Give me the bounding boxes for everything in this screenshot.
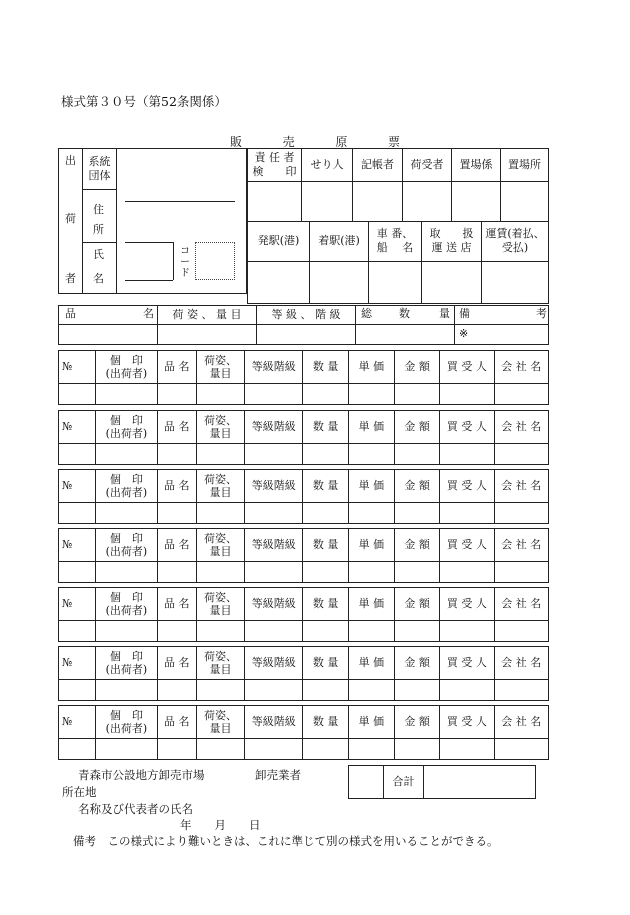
form-title-char: 販 [230,135,243,149]
detail-entry-cell[interactable] [348,680,394,701]
detail-header-cell: 品 名 [157,411,196,444]
detail-entry-cell[interactable] [348,739,394,760]
shipper-char: 者 [65,272,76,285]
detail-header-cell: 単 価 [348,351,394,384]
detail-header-cell: 品 名 [157,529,196,562]
detail-header-cell: № [59,470,96,503]
remarks-label: 備 [459,307,470,320]
detail-header-cell: 品 名 [157,470,196,503]
detail-header-cell: 単 価 [348,529,394,562]
detail-header-cell: 個 印 (出荷者) [96,706,157,739]
carrier-header: 取 扱 運 送 店 [429,227,474,254]
detail-entry-cell[interactable] [395,621,440,642]
detail-header-cell: 買 受 人 [440,411,494,444]
detail-entry-cell[interactable] [157,503,196,524]
detail-header-cell: 等級階級 [245,470,303,503]
detail-header-cell: 会 社 名 [494,529,548,562]
receiver-header: 荷受者 [410,158,444,172]
wholesaler-label: 卸売業者 [255,768,301,782]
shipper-section [58,148,247,294]
detail-header-cell: 等級階級 [245,351,303,384]
address-label-char: 所 [93,223,104,236]
detail-header-cell: 買 受 人 [440,529,494,562]
detail-entry-cell[interactable] [59,621,96,642]
code-label: コ ー ド [180,245,190,279]
detail-header-cell: 個 印 (出荷者) [96,588,157,621]
detail-entry-cell[interactable] [348,384,394,405]
responsible-stamp-header: 責 任 者 検 印 [252,151,297,178]
detail-entry-cell[interactable] [440,739,494,760]
detail-entry-cell[interactable] [245,739,303,760]
packing-label: 荷 姿 、 量 目 [172,308,242,322]
form-title-char: 票 [387,135,400,149]
detail-header-cell: 数 量 [303,647,348,680]
detail-table [58,469,549,524]
vehicle-ship-header: 車 番、 船 名 [376,227,414,254]
detail-header-cell: 等級階級 [245,706,303,739]
detail-header-cell: 荷姿、 量目 [196,351,244,384]
detail-entry-cell[interactable] [395,562,440,583]
detail-header-cell: 荷姿、 量目 [196,411,244,444]
form-title-char: 売 [282,135,295,149]
detail-entry-cell[interactable] [440,562,494,583]
detail-header-cell: 買 受 人 [440,351,494,384]
detail-header-cell: 品 名 [157,588,196,621]
detail-header-cell: 品 名 [157,351,196,384]
item-name-label: 品 [65,307,76,320]
detail-table [58,410,549,465]
detail-header-cell: 荷姿、 量目 [196,588,244,621]
detail-header-cell: 数 量 [303,706,348,739]
detail-entry-cell[interactable] [440,503,494,524]
detail-entry-cell[interactable] [157,444,196,465]
detail-header-cell: 品 名 [157,647,196,680]
detail-entry-cell[interactable] [96,739,157,760]
shipper-char: 荷 [65,212,76,225]
name-label-char: 名 [93,272,104,285]
detail-table [58,528,549,583]
detail-header-cell: 数 量 [303,411,348,444]
detail-entry-cell[interactable] [303,444,348,465]
recorder-header: 記帳者 [361,158,394,172]
detail-header-cell: 数 量 [303,470,348,503]
detail-header-cell: 金 額 [395,706,440,739]
detail-header-cell: 会 社 名 [494,588,548,621]
detail-entry-cell[interactable] [196,384,244,405]
detail-entry-cell[interactable] [303,739,348,760]
detail-entry-cell[interactable] [245,562,303,583]
detail-header-cell: 個 印 (出荷者) [96,529,157,562]
detail-entry-row [59,503,549,524]
address-field-label: 所在地 [62,785,97,799]
detail-header-cell: 個 印 (出荷者) [96,411,157,444]
detail-header-cell: 買 受 人 [440,706,494,739]
total-quantity-label: 総 [361,307,372,320]
detail-header-cell: 個 印 (出荷者) [96,647,157,680]
official-box [247,148,549,304]
detail-table [58,587,549,642]
detail-entry-cell[interactable] [96,562,157,583]
detail-header-cell: 会 社 名 [494,351,548,384]
detail-header-cell: 会 社 名 [494,706,548,739]
detail-entry-cell[interactable] [96,503,157,524]
detail-entry-cell[interactable] [303,384,348,405]
detail-table [58,705,549,760]
detail-entry-cell[interactable] [494,621,548,642]
item-name-label: 名 [143,307,154,320]
detail-table [58,350,549,405]
detail-header-cell: 買 受 人 [440,588,494,621]
detail-header-cell: 金 額 [395,470,440,503]
detail-entry-cell[interactable] [59,444,96,465]
detail-entry-row [59,384,549,405]
total-label: 合計 [392,775,415,789]
date-line: 年 月 日 [180,818,261,832]
detail-header-cell: № [59,411,96,444]
detail-header-row [59,470,549,503]
detail-entry-cell[interactable] [440,621,494,642]
detail-header-cell: № [59,647,96,680]
detail-header-row [59,529,549,562]
auctioneer-header: せり人 [310,158,344,172]
detail-header-row [59,706,549,739]
arrival-station-header: 着駅(港) [318,234,360,248]
detail-header-cell: 等級階級 [245,411,303,444]
detail-entry-cell[interactable] [59,562,96,583]
detail-entry-cell[interactable] [494,444,548,465]
detail-entry-cell[interactable] [440,680,494,701]
detail-entry-row [59,621,549,642]
detail-entry-cell[interactable] [196,503,244,524]
detail-entry-cell[interactable] [395,384,440,405]
detail-header-cell: 品 名 [157,706,196,739]
detail-header-cell: 金 額 [395,411,440,444]
total-quantity-label: 量 [439,307,450,320]
detail-header-cell: 買 受 人 [440,647,494,680]
detail-header-cell: № [59,529,96,562]
detail-header-cell: № [59,588,96,621]
detail-header-row [59,351,549,384]
detail-header-cell: 個 印 (出荷者) [96,351,157,384]
total-quantity-label: 数 [399,307,410,320]
detail-header-cell: 荷姿、 量目 [196,706,244,739]
detail-entry-cell[interactable] [303,503,348,524]
system-group-field-line [125,201,235,202]
detail-entry-cell[interactable] [395,503,440,524]
detail-header-row [59,647,549,680]
detail-header-cell: 荷姿、 量目 [196,529,244,562]
detail-header-cell: 金 額 [395,588,440,621]
detail-header-cell: 金 額 [395,647,440,680]
detail-entry-cell[interactable] [348,621,394,642]
detail-entry-cell[interactable] [395,739,440,760]
detail-header-cell: 買 受 人 [440,470,494,503]
note-mark: ※ [459,327,469,340]
detail-entry-cell[interactable] [348,444,394,465]
detail-entry-cell[interactable] [494,562,548,583]
code-box [195,242,235,280]
total-box [348,765,536,799]
detail-header-cell: 数 量 [303,529,348,562]
detail-entry-cell[interactable] [348,503,394,524]
detail-header-row [59,588,549,621]
name-label-char: 氏 [93,248,104,261]
remarks-label: 考 [536,307,547,320]
detail-entry-cell[interactable] [245,680,303,701]
detail-header-cell: 単 価 [348,706,394,739]
detail-entry-cell[interactable] [96,621,157,642]
freight-header: 運賃(着払、 受払) [485,227,545,254]
detail-header-cell: 会 社 名 [494,647,548,680]
storage-staff-header: 置場係 [459,158,493,172]
detail-header-cell: № [59,351,96,384]
detail-header-cell: 数 量 [303,351,348,384]
detail-entry-cell[interactable] [245,621,303,642]
detail-table [58,646,549,701]
detail-header-cell: 荷姿、 量目 [196,647,244,680]
detail-header-cell: 単 価 [348,470,394,503]
shipper-char: 出 [65,154,76,167]
form-title-char: 原 [335,135,348,149]
detail-entry-cell[interactable] [494,503,548,524]
detail-entry-cell[interactable] [157,621,196,642]
detail-entry-cell[interactable] [440,444,494,465]
detail-entry-row [59,739,549,760]
detail-entry-cell[interactable] [157,739,196,760]
detail-entry-cell[interactable] [245,384,303,405]
detail-header-cell: 個 印 (出荷者) [96,470,157,503]
representative-name-label: 名称及び代表者の氏名 [78,802,193,816]
detail-header-cell: 会 社 名 [494,411,548,444]
detail-header-cell: 荷姿、 量目 [196,470,244,503]
detail-header-cell: 等級階級 [245,588,303,621]
detail-header-cell: 単 価 [348,588,394,621]
detail-header-cell: 会 社 名 [494,470,548,503]
detail-entry-cell[interactable] [494,739,548,760]
detail-header-cell: 等級階級 [245,647,303,680]
detail-entry-cell[interactable] [245,503,303,524]
detail-header-row [59,411,549,444]
detail-entry-cell[interactable] [245,444,303,465]
detail-header-cell: 単 価 [348,647,394,680]
detail-header-cell: 金 額 [395,529,440,562]
detail-entry-cell[interactable] [96,680,157,701]
detail-entry-row [59,680,549,701]
detail-entry-cell[interactable] [440,384,494,405]
detail-entry-cell[interactable] [157,562,196,583]
goods-summary [58,305,549,345]
address-label-char: 住 [93,203,104,216]
detail-entry-cell[interactable] [196,680,244,701]
detail-entry-cell[interactable] [196,444,244,465]
detail-entry-cell[interactable] [96,384,157,405]
detail-header-cell: № [59,706,96,739]
detail-entry-cell[interactable] [303,562,348,583]
storage-place-header: 置場所 [508,158,541,172]
form-number: 様式第３０号（第52条関係） [61,94,227,109]
detail-entry-cell[interactable] [395,444,440,465]
market-name: 青森市公設地方卸売市場 [78,768,205,782]
detail-entry-cell[interactable] [196,621,244,642]
name-field-line [125,280,173,281]
detail-header-cell: 金 額 [395,351,440,384]
detail-entry-row [59,444,549,465]
detail-entry-cell[interactable] [303,621,348,642]
detail-entry-cell[interactable] [157,680,196,701]
detail-entry-cell[interactable] [494,680,548,701]
detail-header-cell: 等級階級 [245,529,303,562]
detail-entry-cell[interactable] [196,562,244,583]
detail-entry-cell[interactable] [196,739,244,760]
system-group-label: 系統 団体 [88,155,111,182]
detail-entry-cell[interactable] [348,562,394,583]
detail-header-cell: 数 量 [303,588,348,621]
detail-entry-row [59,562,549,583]
detail-entry-cell[interactable] [59,680,96,701]
remarks-note: 備考 この様式により難いときは、これに準じて別の様式を用いることができる。 [73,834,499,848]
detail-entry-cell[interactable] [157,384,196,405]
detail-entry-cell[interactable] [303,680,348,701]
detail-header-cell: 単 価 [348,411,394,444]
detail-entry-cell[interactable] [395,680,440,701]
detail-entry-cell[interactable] [59,503,96,524]
grade-label: 等 級 、 階 級 [271,308,341,322]
detail-entry-cell[interactable] [59,384,96,405]
detail-entry-cell[interactable] [96,444,157,465]
detail-entry-cell[interactable] [494,384,548,405]
departure-station-header: 発駅(港) [257,234,300,248]
detail-entry-cell[interactable] [59,739,96,760]
